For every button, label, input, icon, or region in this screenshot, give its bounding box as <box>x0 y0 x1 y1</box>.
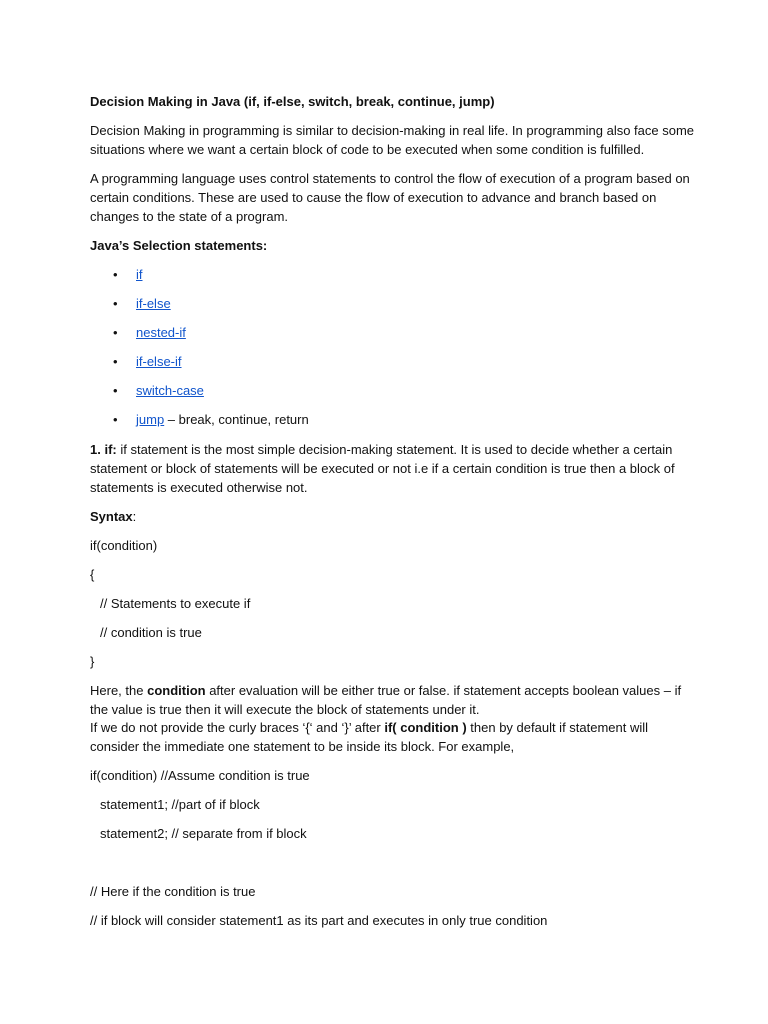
comment-line: // Here if the condition is true <box>90 884 256 899</box>
syntax-code-line: } <box>90 654 95 669</box>
list-item <box>136 352 182 371</box>
explanation-line: the value is true then it will execute the block of statements under it. <box>90 702 480 717</box>
list-item <box>136 323 186 342</box>
list-item <box>136 265 143 284</box>
example-code-line: statement1; //part of if block <box>100 797 260 812</box>
syntax-code-line: // Statements to execute if <box>100 596 251 611</box>
intro-paragraph-line: situations where we want a certain block of code to be executed when some condition is fulfilled. <box>90 142 645 157</box>
control-paragraph-line: changes to the state of a program. <box>90 209 289 224</box>
bullet-icon: • <box>113 412 118 427</box>
if-section-line: statement or block of statements will be executed or not i.e if a certain condition is true then a block of <box>90 461 675 476</box>
selection-heading: Java’s Selection statements: <box>90 238 268 253</box>
document-title: Decision Making in Java (if, if-else, switch, break, continue, jump) <box>90 94 495 109</box>
link-if-else-if[interactable]: if-else-if <box>136 354 182 369</box>
link-nested-if[interactable]: nested-if <box>136 325 186 340</box>
explanation-text: then by default if statement will <box>466 720 649 735</box>
example-code-line: statement2; // separate from if block <box>100 826 307 841</box>
syntax-label: Syntax <box>90 509 133 524</box>
intro-paragraph-line: Decision Making in programming is similar to decision-making in real life. In programming also face some <box>90 123 695 138</box>
link-if-else[interactable]: if-else <box>136 296 171 311</box>
if-section-label: 1. if: <box>90 442 117 457</box>
explanation-line <box>90 681 690 700</box>
list-item <box>136 381 204 400</box>
link-jump[interactable]: jump <box>136 412 165 427</box>
control-paragraph-line: certain conditions. These are used to cause the flow of execution to advance and branch based on <box>90 190 657 205</box>
example-code-line: if(condition) //Assume condition is true <box>90 768 310 783</box>
explanation-line <box>90 718 690 737</box>
bullet-icon: • <box>113 354 118 369</box>
list-item <box>136 294 171 313</box>
bullet-icon: • <box>113 325 118 340</box>
explanation-emphasis: condition <box>147 683 206 698</box>
list-item-suffix: – break, continue, return <box>164 412 309 427</box>
explanation-text: after evaluation will be either true or false. if statement accepts boolean values – if <box>205 683 682 698</box>
if-section-line <box>90 440 690 459</box>
explanation-text: Here, the <box>90 683 148 698</box>
control-paragraph-line: A programming language uses control statements to control the flow of execution of a program based on <box>90 171 690 186</box>
link-if[interactable]: if <box>136 267 143 282</box>
syntax-code-line: { <box>90 567 95 582</box>
explanation-text: If we do not provide the curly braces ‘{‘ and ‘}’ after <box>90 720 385 735</box>
comment-line: // if block will consider statement1 as its part and executes in only true condition <box>90 913 548 928</box>
syntax-label-line <box>90 507 690 526</box>
bullet-icon: • <box>113 383 118 398</box>
link-switch-case[interactable]: switch-case <box>136 383 204 398</box>
explanation-emphasis: if( condition ) <box>384 720 467 735</box>
syntax-colon: : <box>132 509 137 524</box>
if-section-text: if statement is the most simple decision-making statement. It is used to decide whether a certain <box>116 442 673 457</box>
explanation-line: consider the immediate one statement to be inside its block. For example, <box>90 739 515 754</box>
syntax-code-line: // condition is true <box>100 625 202 640</box>
list-item <box>136 410 309 429</box>
bullet-icon: • <box>113 267 118 282</box>
bullet-icon: • <box>113 296 118 311</box>
syntax-code-line: if(condition) <box>90 538 158 553</box>
if-section-line: statements is executed otherwise not. <box>90 480 308 495</box>
